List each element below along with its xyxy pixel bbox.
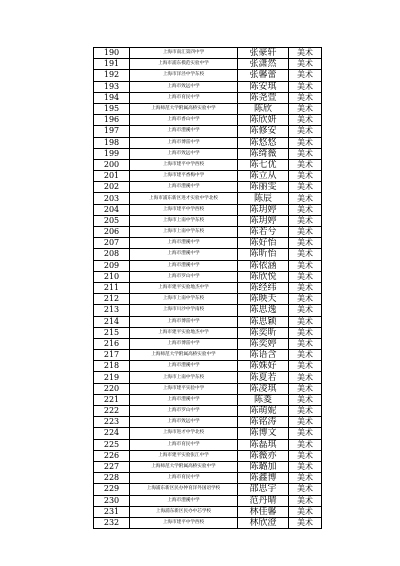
table-row — [94, 92, 322, 103]
row-number-cell: 226 — [94, 450, 130, 461]
row-number-cell: 198 — [94, 137, 130, 148]
row-number-cell: 225 — [94, 439, 130, 450]
row-number-cell: 199 — [94, 148, 130, 159]
student-name-cell: 陈奕昕 — [238, 327, 289, 338]
subject-cell: 美术 — [289, 294, 322, 305]
student-name-cell: 陈辰 — [238, 193, 289, 204]
student-name-cell: 陈姝好 — [238, 361, 289, 372]
row-number-cell: 224 — [94, 428, 130, 439]
row-number-cell: 193 — [94, 81, 130, 92]
subject-cell: 美术 — [289, 70, 322, 81]
subject-cell: 美术 — [289, 126, 322, 137]
table-row — [94, 484, 322, 495]
subject-cell: 美术 — [289, 473, 322, 484]
table-row — [94, 294, 322, 305]
subject-cell: 美术 — [289, 59, 322, 70]
subject-cell: 美术 — [289, 305, 322, 316]
subject-cell: 美术 — [289, 171, 322, 182]
table-row — [94, 159, 322, 170]
school-name-cell: 上海市致远中学 — [130, 148, 238, 159]
row-number-cell: 222 — [94, 406, 130, 417]
row-number-cell: 194 — [94, 92, 130, 103]
table-row — [94, 417, 322, 428]
student-name-cell: 陈磊琪 — [238, 439, 289, 450]
subject-cell: 美术 — [289, 260, 322, 271]
subject-cell: 美术 — [289, 439, 322, 450]
subject-cell: 美术 — [289, 282, 322, 293]
school-name-cell: 上海市川沙中学南校 — [130, 305, 238, 316]
school-name-cell: 上海市博雷中学 — [130, 338, 238, 349]
table-row — [94, 115, 322, 126]
school-name-cell: 上海市浦东模范实验中学 — [130, 59, 238, 70]
row-number-cell: 200 — [94, 159, 130, 170]
table-row — [94, 215, 322, 226]
subject-cell: 美术 — [289, 428, 322, 439]
student-name-cell: 张潇然 — [238, 59, 289, 70]
table-row — [94, 461, 322, 472]
table-row — [94, 171, 322, 182]
row-number-cell: 229 — [94, 484, 130, 495]
subject-cell: 美术 — [289, 227, 322, 238]
table-row — [94, 517, 322, 528]
row-number-cell: 228 — [94, 473, 130, 484]
row-number-cell: 211 — [94, 282, 130, 293]
school-name-cell: 上海市致远中学 — [130, 417, 238, 428]
table-row — [94, 238, 322, 249]
school-name-cell: 上海市建平中学西校 — [130, 517, 238, 528]
school-name-cell: 上海市建平香梅中学 — [130, 171, 238, 182]
student-name-cell: 邵思宇 — [238, 484, 289, 495]
table-row — [94, 316, 322, 327]
student-name-cell: 陈铭涛 — [238, 417, 289, 428]
subject-cell: 美术 — [289, 450, 322, 461]
school-name-cell: 上海市建平实验地杰中学 — [130, 282, 238, 293]
table-row — [94, 327, 322, 338]
table-row — [94, 249, 322, 260]
row-number-cell: 197 — [94, 126, 130, 137]
subject-cell: 美术 — [289, 372, 322, 383]
row-number-cell: 221 — [94, 394, 130, 405]
subject-cell: 美术 — [289, 115, 322, 126]
school-name-cell: 上海市澧溪中学 — [130, 126, 238, 137]
subject-cell: 美术 — [289, 159, 322, 170]
school-name-cell: 上海市育民中学 — [130, 473, 238, 484]
school-name-cell: 上海市澧溪中学 — [130, 238, 238, 249]
row-number-cell: 220 — [94, 383, 130, 394]
student-name-cell: 张豪轩 — [238, 48, 289, 59]
school-name-cell: 上海市建平实验地杰中学 — [130, 327, 238, 338]
student-name-cell: 陈璐加 — [238, 461, 289, 472]
school-name-cell: 上海市上南中学东校 — [130, 215, 238, 226]
school-name-cell: 上海市进才中学北校 — [130, 428, 238, 439]
student-name-cell: 陈欣悦 — [238, 271, 289, 282]
row-number-cell: 212 — [94, 294, 130, 305]
student-name-cell: 陈悠悠 — [238, 137, 289, 148]
school-name-cell: 上海浦东新区民办中芯学校 — [130, 506, 238, 517]
subject-cell: 美术 — [289, 517, 322, 528]
row-number-cell: 206 — [94, 227, 130, 238]
row-number-cell: 230 — [94, 495, 130, 506]
student-name-cell: 陈玥婷 — [238, 204, 289, 215]
table-row — [94, 305, 322, 316]
table-row — [94, 148, 322, 159]
table-row — [94, 361, 322, 372]
row-number-cell: 219 — [94, 372, 130, 383]
row-number-cell: 214 — [94, 316, 130, 327]
table-row — [94, 338, 322, 349]
student-name-cell: 陈夏若 — [238, 372, 289, 383]
student-name-cell: 陈萌妮 — [238, 406, 289, 417]
student-name-cell: 陈思颖 — [238, 316, 289, 327]
row-number-cell: 215 — [94, 327, 130, 338]
student-name-cell: 范丹晴 — [238, 495, 289, 506]
roster-body — [94, 48, 322, 529]
school-name-cell: 上海浦东新区民办仲育洋外国语学校 — [130, 484, 238, 495]
student-name-cell: 陈映天 — [238, 294, 289, 305]
student-name-cell: 陈欣妍 — [238, 115, 289, 126]
student-name-cell: 陈语含 — [238, 350, 289, 361]
table-row — [94, 126, 322, 137]
row-number-cell: 195 — [94, 103, 130, 114]
row-number-cell: 203 — [94, 193, 130, 204]
subject-cell: 美术 — [289, 193, 322, 204]
subject-cell: 美术 — [289, 350, 322, 361]
subject-cell: 美术 — [289, 484, 322, 495]
subject-cell: 美术 — [289, 204, 322, 215]
table-row — [94, 350, 322, 361]
table-row — [94, 193, 322, 204]
table-row — [94, 439, 322, 450]
school-name-cell: 上海师范大学附属高桥实验中学 — [130, 461, 238, 472]
table-row — [94, 137, 322, 148]
student-name-cell: 陈丽雯 — [238, 182, 289, 193]
subject-cell: 美术 — [289, 238, 322, 249]
subject-cell: 美术 — [289, 327, 322, 338]
student-name-cell: 陈鑫博 — [238, 473, 289, 484]
subject-cell: 美术 — [289, 215, 322, 226]
subject-cell: 美术 — [289, 417, 322, 428]
subject-cell: 美术 — [289, 249, 322, 260]
student-name-cell: 林佳馨 — [238, 506, 289, 517]
subject-cell: 美术 — [289, 316, 322, 327]
table-row — [94, 473, 322, 484]
table-row — [94, 506, 322, 517]
row-number-cell: 192 — [94, 70, 130, 81]
student-name-cell: 陈若兮 — [238, 227, 289, 238]
subject-cell: 美术 — [289, 182, 322, 193]
row-number-cell: 218 — [94, 361, 130, 372]
row-number-cell: 205 — [94, 215, 130, 226]
school-name-cell: 上海市建平中学西校 — [130, 159, 238, 170]
table-row — [94, 495, 322, 506]
row-number-cell: 202 — [94, 182, 130, 193]
table-row — [94, 394, 322, 405]
row-number-cell: 223 — [94, 417, 130, 428]
subject-cell: 美术 — [289, 461, 322, 472]
table-row — [94, 260, 322, 271]
subject-cell: 美术 — [289, 148, 322, 159]
subject-cell: 美术 — [289, 271, 322, 282]
subject-cell: 美术 — [289, 48, 322, 59]
student-name-cell: 陈立从 — [238, 171, 289, 182]
school-name-cell: 上海市澧溪中学 — [130, 394, 238, 405]
school-name-cell: 上海市上南中学东校 — [130, 294, 238, 305]
table-row — [94, 282, 322, 293]
subject-cell: 美术 — [289, 137, 322, 148]
subject-cell: 美术 — [289, 361, 322, 372]
row-number-cell: 227 — [94, 461, 130, 472]
table-row — [94, 182, 322, 193]
school-name-cell: 上海市澧溪中学 — [130, 182, 238, 193]
school-name-cell: 上海市博雷中学 — [130, 316, 238, 327]
student-name-cell: 陈博文 — [238, 428, 289, 439]
school-name-cell: 上海师范大学附属高桥实验中学 — [130, 103, 238, 114]
student-name-cell: 陈凌琪 — [238, 383, 289, 394]
subject-cell: 美术 — [289, 338, 322, 349]
table-row — [94, 59, 322, 70]
school-name-cell: 上海市建平实验中学 — [130, 383, 238, 394]
student-name-cell: 林欣澄 — [238, 517, 289, 528]
subject-cell: 美术 — [289, 92, 322, 103]
row-number-cell: 204 — [94, 204, 130, 215]
row-number-cell: 201 — [94, 171, 130, 182]
row-number-cell: 210 — [94, 271, 130, 282]
school-name-cell: 上海市澧溪中学 — [130, 361, 238, 372]
school-name-cell: 上海师范大学附属高桥实验中学 — [130, 350, 238, 361]
row-number-cell: 232 — [94, 517, 130, 528]
school-name-cell: 上海市建平实验张江中学 — [130, 450, 238, 461]
student-name-cell: 陈经纬 — [238, 282, 289, 293]
table-row — [94, 271, 322, 282]
school-name-cell: 上海市南汇第四中学 — [130, 48, 238, 59]
student-name-cell: 陈尧萱 — [238, 92, 289, 103]
school-name-cell: 上海市香山中学 — [130, 115, 238, 126]
subject-cell: 美术 — [289, 383, 322, 394]
table-row — [94, 428, 322, 439]
row-number-cell: 213 — [94, 305, 130, 316]
table-row — [94, 48, 322, 59]
school-name-cell: 上海市致远中学 — [130, 81, 238, 92]
subject-cell: 美术 — [289, 495, 322, 506]
school-name-cell: 上海市育民中学 — [130, 92, 238, 103]
row-number-cell: 207 — [94, 238, 130, 249]
school-name-cell: 上海市浦东新区进才实验中学北校 — [130, 193, 238, 204]
student-name-cell: 张馨蕾 — [238, 70, 289, 81]
school-name-cell: 上海市澧溪中学 — [130, 495, 238, 506]
table-row — [94, 81, 322, 92]
student-name-cell: 陈安琪 — [238, 81, 289, 92]
table-row — [94, 103, 322, 114]
student-name-cell: 陈依涵 — [238, 260, 289, 271]
student-name-cell: 陈菱 — [238, 394, 289, 405]
row-number-cell: 208 — [94, 249, 130, 260]
table-row — [94, 450, 322, 461]
school-name-cell: 上海市上南中学东校 — [130, 372, 238, 383]
table-row — [94, 383, 322, 394]
school-name-cell: 上海市澧溪中学 — [130, 260, 238, 271]
table-row — [94, 372, 322, 383]
row-number-cell: 209 — [94, 260, 130, 271]
student-name-cell: 陈修安 — [238, 126, 289, 137]
table-row — [94, 70, 322, 81]
student-name-cell: 陈玥婷 — [238, 215, 289, 226]
table-row — [94, 406, 322, 417]
school-name-cell: 上海市育民中学 — [130, 439, 238, 450]
table-row — [94, 204, 322, 215]
table-row — [94, 227, 322, 238]
student-name-cell: 陈七优 — [238, 159, 289, 170]
row-number-cell: 231 — [94, 506, 130, 517]
subject-cell: 美术 — [289, 81, 322, 92]
subject-cell: 美术 — [289, 406, 322, 417]
student-name-cell: 陈薇亦 — [238, 450, 289, 461]
row-number-cell: 196 — [94, 115, 130, 126]
school-name-cell: 上海市罗山中学 — [130, 271, 238, 282]
subject-cell: 美术 — [289, 506, 322, 517]
row-number-cell: 191 — [94, 59, 130, 70]
school-name-cell: 上海市博雷中学 — [130, 137, 238, 148]
student-name-cell: 陈思逸 — [238, 305, 289, 316]
school-name-cell: 上海市上南中学东校 — [130, 227, 238, 238]
school-name-cell: 上海市建平中学西校 — [130, 204, 238, 215]
school-name-cell: 上海市洋泾中学东校 — [130, 70, 238, 81]
school-name-cell: 上海市罗山中学 — [130, 406, 238, 417]
student-name-cell: 陈欣 — [238, 103, 289, 114]
row-number-cell: 217 — [94, 350, 130, 361]
student-name-cell: 陈好怡 — [238, 238, 289, 249]
student-roster-table — [93, 47, 322, 529]
school-name-cell: 上海市澧溪中学 — [130, 249, 238, 260]
row-number-cell: 216 — [94, 338, 130, 349]
subject-cell: 美术 — [289, 103, 322, 114]
student-name-cell: 陈绮薇 — [238, 148, 289, 159]
student-name-cell: 陈昕怡 — [238, 249, 289, 260]
student-name-cell: 陈奕婷 — [238, 338, 289, 349]
subject-cell: 美术 — [289, 394, 322, 405]
row-number-cell: 190 — [94, 48, 130, 59]
